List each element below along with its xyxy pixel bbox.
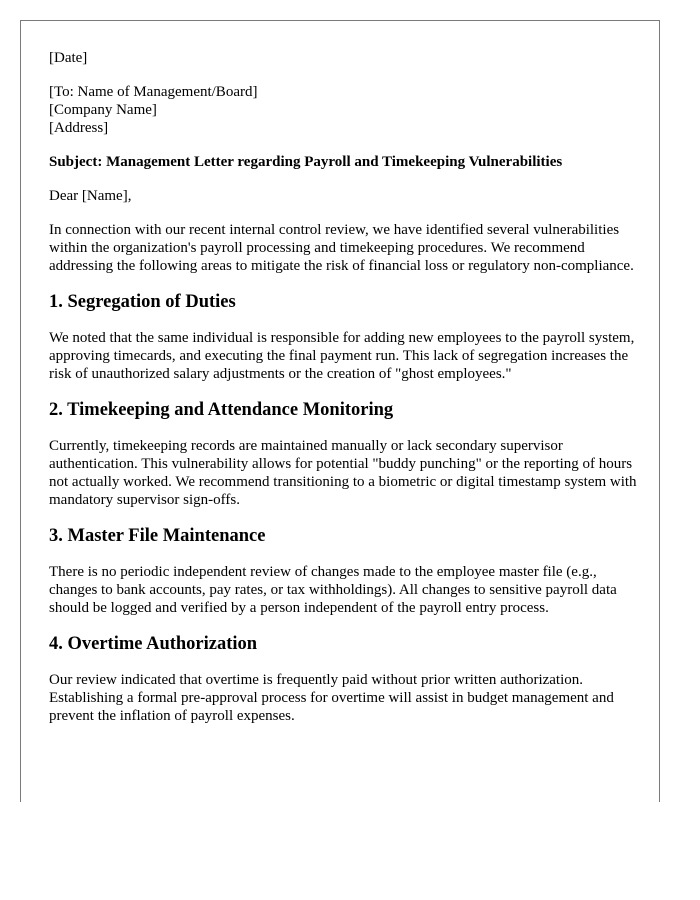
subject-line: Subject: Management Letter regarding Payroll and Timekeeping Vulnerabilities: [49, 154, 563, 170]
section-body: Our review indicated that overtime is frequently paid without prior written authorization. Establishing a formal pre-approval process for overtime will assist in budget management and prevent the inflation of payroll expenses.: [49, 672, 614, 724]
section-body: Currently, timekeeping records are maintained manually or lack secondary supervisor authentication. This vulnerability allows for potential "buddy punching" or the reporting of hours not actually worked. We recommend transitioning to a biometric or digital timestamp system with mandatory supervisor sign-offs.: [49, 438, 637, 508]
section-heading: 2. Timekeeping and Attendance Monitoring: [49, 400, 394, 420]
section-body: There is no periodic independent review of changes made to the employee master file (e.g., changes to bank accounts, pay rates, or tax withholdings). All changes to sensitive payroll data should be logged and verified by a person independent of the payroll entry process.: [49, 564, 617, 616]
section-4: [49, 633, 639, 725]
recipient-company: [Company Name]: [49, 102, 157, 118]
section-1: [49, 291, 639, 383]
date-block: [49, 49, 639, 67]
recipient-address: [Address]: [49, 120, 109, 136]
section-2: [49, 399, 639, 509]
section-heading: 3. Master File Maintenance: [49, 526, 266, 546]
section-heading: 4. Overtime Authorization: [49, 634, 258, 654]
date-line: [Date]: [49, 50, 88, 66]
recipient-to: [To: Name of Management/Board]: [49, 84, 258, 100]
letter-page: [20, 20, 660, 802]
intro-paragraph: In connection with our recent internal control review, we have identified several vulnerabilities within the organization's payroll processing and timekeeping procedures. We recommend addressing the following areas to mitigate the risk of financial loss or regulatory non-compliance.: [49, 222, 634, 274]
section-heading: 1. Segregation of Duties: [49, 292, 236, 312]
salutation: Dear [Name],: [49, 188, 132, 204]
recipient-block: [49, 83, 639, 137]
letter-content: [49, 49, 639, 741]
section-3: [49, 525, 639, 617]
section-body: We noted that the same individual is responsible for adding new employees to the payroll system, approving timecards, and executing the final payment run. This lack of segregation increases the risk of unauthorized salary adjustments or the creation of "ghost employees.": [49, 330, 635, 382]
